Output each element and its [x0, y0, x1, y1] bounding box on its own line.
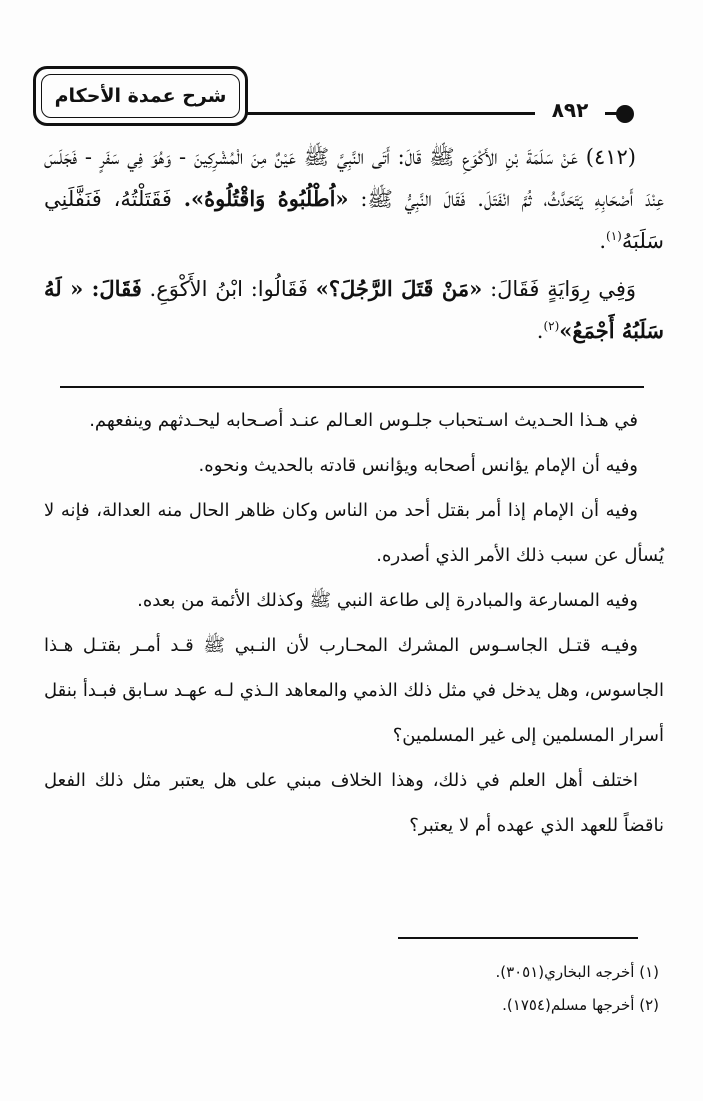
commentary-paragraph: وفيه المسارعة والمبادرة إلى طاعة النبي ﷺ وكذلك الأئمة من بعده.	[137, 590, 638, 611]
hadith-paragraph-2	[44, 268, 664, 352]
commentary-paragraph: وفيه أن الإمام يؤانس أصحابه ويؤانس قادته بالحديث ونحوه.	[198, 455, 638, 476]
header-dot-ornament	[616, 105, 634, 123]
commentary-paragraph: في هـذا الحـديث اسـتحباب جلـوس العـالم عنـد أصـحابه ليحـدثهم وينفعهم.	[89, 410, 638, 431]
hadith-line-2: - وَهُوَ فِي سَفَرٍ - فَجَلَسَ عِنْدَ أَصْحَابِهِ يَتَحَدَّثُ، ثُمَّ انْفَتَلَ. فَقَالَ النَّبِيُّ ﷺ:	[44, 145, 665, 211]
commentary-paragraph: اختلف أهل العلم في ذلك، وهذا الخلاف مبني على هل يعتبر مثل ذلك الفعل ناقضاً للعهد الذي عهده أم لا يعتبر؟	[44, 770, 664, 836]
running-header-frame	[33, 66, 248, 126]
footnote-2: (٢) أخرجها مسلم(١٧٥٤).	[502, 996, 659, 1014]
footnote-ref-2: (٢)	[543, 319, 560, 333]
page-number: ٨٩٢	[535, 98, 605, 122]
narration-quote-1: «مَنْ قَتَلَ الرَّجُلَ؟»	[315, 276, 483, 301]
footnote-divider	[398, 937, 638, 939]
footnote-1: (١) أخرجه البخاري(٣٠٥١).	[495, 963, 659, 981]
commentary-paragraph: وفيـه قتـل الجاسـوس المشرك المحـارب لأن النـبي ﷺ قـد أمـر بقتـل هـذا الجاسوس، وهل يدخل في مثل ذلك الذمي والمعاهد الـذي لـه عهـد سـابق فبـدأ بنقل أسرار المسلمين إلى غير المسلمين؟	[44, 635, 664, 746]
prophet-command-quote: «اُطْلُبُوهُ وَاقْتُلُوهُ».	[183, 186, 349, 211]
commentary-paragraph: وفيه أن الإمام إذا أمر بقتل أحد من الناس وكان ظاهر الحال منه العدالة، فإنه لا يُسأل عن سبب ذلك الأمر الذي أصدره.	[44, 500, 664, 566]
narration-middle: فَقَالُوا: ابْنُ الأَكْوَعِ.	[141, 277, 316, 301]
narration-end: .	[536, 319, 544, 343]
footnote-ref-1: (١)	[606, 229, 622, 243]
section-divider	[60, 386, 644, 388]
narration-quote-2: فَقَالَ: « لَهُ سَلَبُهُ أَجْمَعُ»	[44, 276, 664, 343]
book-title: شرح عمدة الأحكام	[41, 74, 240, 118]
narration-intro: وَفِي رِوَايَةٍ فَقَالَ:	[482, 277, 636, 301]
footnotes	[44, 956, 659, 1022]
hadith-text	[44, 136, 664, 358]
hadith-paragraph-1: (٤١٢) عَنْ سَلَمَةَ بْنِ الأَكْوَعِ ﷺ قَالَ: أَتَى النَّبِيَّ ﷺ عَيْنٌ مِنَ الْمُشْرِكِينَ - وَهُوَ فِي سَفَرٍ - فَجَلَسَ عِنْدَ أَصْحَابِهِ يَتَحَدَّثُ، ثُمَّ انْفَتَلَ. فَقَالَ النَّبِيُّ ﷺ: «اُطْلُبُوهُ وَاقْتُلُوهُ». فَقَتَلْتُهُ، فَنَفَّلَنِي سَلَبَهُ$^{(١)}$.	[44, 145, 665, 253]
hadith-line-1: (٤١٢) عَنْ سَلَمَةَ بْنِ الأَكْوَعِ ﷺ قَالَ: أَتَى النَّبِيَّ ﷺ عَيْنٌ مِنَ الْمُشْرِكِينَ	[193, 145, 636, 169]
hadith-line-3: فَقَتَلْتُهُ، فَنَفَّلَنِي سَلَبَهُ	[44, 187, 664, 253]
commentary	[44, 398, 664, 848]
